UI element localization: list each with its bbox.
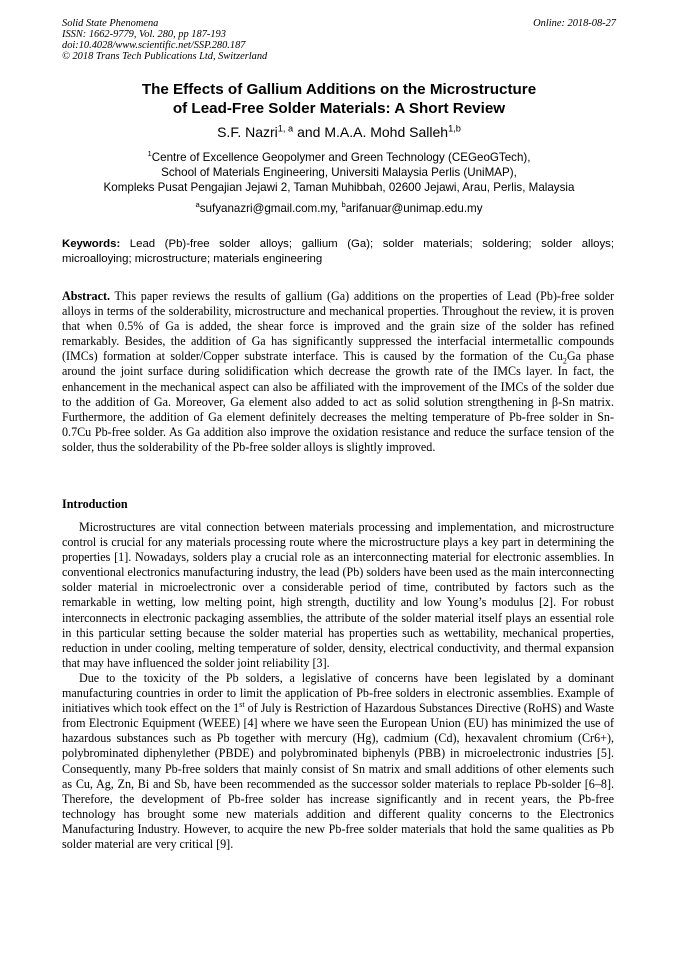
author-affiliation-mark: 1,b [448,123,461,134]
paragraph: Microstructures are vital connection between materials processing and implementation, and microstructure control is crucial for any materials processing route where the microstructure plays a key part in determining the properties [1]. Nowadays, solders play a crucial role as an interconnecting material for electronic assemblies. In conventional electronics manufacturing industry, the lead (Pb) solders have been used as the main interconnecting solder material in microelectronic over a considerable period of time, contributed by factors such as the remarkable in wetting, low melting point, high strength, ductility and low Young’s modulus [2]. For robust interconnects in electronic packaging assemblies, the attribute of the solder material itself plays an essential role in this particular setting because the solder material has properties such as wettability, mechanical properties, reduction in under cooling, melting temperature of solder, density, electrical conductivity, and thermal expansion that may have influenced the solder joint reliability [3]. [62,520,614,670]
online-date: Online: 2018-08-27 [533,18,616,29]
section-heading: Introduction [62,497,128,511]
journal-header [62,18,267,62]
author-list [40,123,638,141]
author-name: M.A.A. Mohd Salleh [324,124,449,140]
paragraph: Due to the toxicity of the Pb solders, a legislative of concerns have been legislated by a dominant manufacturing countries in order to limit the application of Pb-free solders in electronic assemblies. Example of initiatives which took effect on the 1st of July is Restriction of Hazardous Substances Directive (RoHS) and Waste from Electronic Equipment (WEEE) [4] where we have seen the European Union (EU) has minimized the use of hazardous substances such as Pb together with mercury (Hg), cadmium (Cd), hexavalent chromium (Cr6+), polybrominated diphenylether (PBDE) and polybrominated biphenyls (PBB) in microelectronic industries [5]. Consequently, many Pb-free solders that mainly consist of Sn matrix and small additions of other elements such as Cu, Ag, Zn, Bi and Sb, have been recommended as the successor solder materials to replace Pb-solder [6–8]. Therefore, the development of Pb-free solder has increase significantly and in recent years, the Pb-free technology has brought some new materials addition and different quality concerns to the Electronics Manufacturing Industry. However, to acquire the new Pb-free solder materials that hold the same qualities as Pb solder material are very critical [9]. [62,670,614,851]
author-separator: and [293,124,325,140]
abstract-text: Ga phase around the joint surface during solidification which decrease the growth rate of the IMCs layer. In fact, the enhancement in the mechanical aspect can also be affiliated with the improvement of the IMCs of the solder due to the addition of Ga. Moreover, Ga element also added to act as solid solution strengthening in β-Sn matrix. Furthermore, the addition of Ga element definitely decreases the melting temperature of Pb-free solder in Sn-0.7Cu Pb-free solder. As Ga addition also improve the oxidation resistance and reduce the surface tension of the solder, thus the solderability of the Pb-free solder alloys is slightly improved. [62,349,614,454]
paper-title-line2: of Lead-Free Solder Materials: A Short Review [172,100,506,117]
affiliation-mark: 1 [147,149,152,159]
abstract [62,289,614,455]
abstract-label: Abstract. [62,289,111,303]
email-link[interactable]: arifanuar@unimap.edu.my [345,202,483,215]
author-affiliation-mark: 1, a [277,123,294,134]
keywords-label: Keywords: [62,238,121,250]
journal-name: Solid State Phenomena [62,18,159,29]
email-link[interactable]: sufyanazri@gmail.com.my, [199,202,342,215]
affiliation-line1: $^1$Centre of Excellence Geopolymer and Green Technology (CEGeoGTech), [147,149,531,164]
author-emails [40,201,638,216]
keywords [62,237,614,266]
author-name: S.F. Nazri [217,124,278,140]
affiliation [40,150,638,195]
keywords-text: Lead (Pb)-free solder alloys; gallium (Ga); solder materials; soldering; solder alloys; microalloying; microstructure; materials engineering [62,238,614,265]
journal-doi: doi:10.4028/www.scientific.net/SSP.280.187 [62,40,246,51]
paper-title [40,80,638,118]
affiliation-line3: Kompleks Pusat Pengajian Jejawi 2, Taman Muhibbah, 02600 Jejawi, Arau, Perlis, Malaysia [103,181,575,194]
email-mark: a [195,200,200,210]
introduction-body [62,520,614,852]
journal-issn: ISSN: 1662-9779, Vol. 280, pp 187-193 [62,29,226,40]
affiliation-line2: School of Materials Engineering, Universiti Malaysia Perlis (UniMAP), [161,166,517,179]
paper-title-line1: The Effects of Gallium Additions on the Microstructure [141,81,537,98]
ordinal-superscript: st [239,700,245,710]
abstract-subscript: 2 [562,356,567,366]
journal-copyright: © 2018 Trans Tech Publications Ltd, Switzerland [62,51,268,62]
abstract-text: This paper reviews the results of gallium (Ga) additions on the properties of Lead (Pb)-free solder alloys in terms of the solderability, microstructure and mechanical properties. Throughout the review, it is proven that when 0.5% of Ga is added, the shear force is improved and the grain size of the solder has refined remarkably. Besides, the addition of Ga has significantly suppressed the interfacial intermetallic compounds (IMCs) formation at solder/Copper substrate interface. This is caused by the formation of the Cu [62,289,614,364]
email-mark: b [341,200,346,210]
